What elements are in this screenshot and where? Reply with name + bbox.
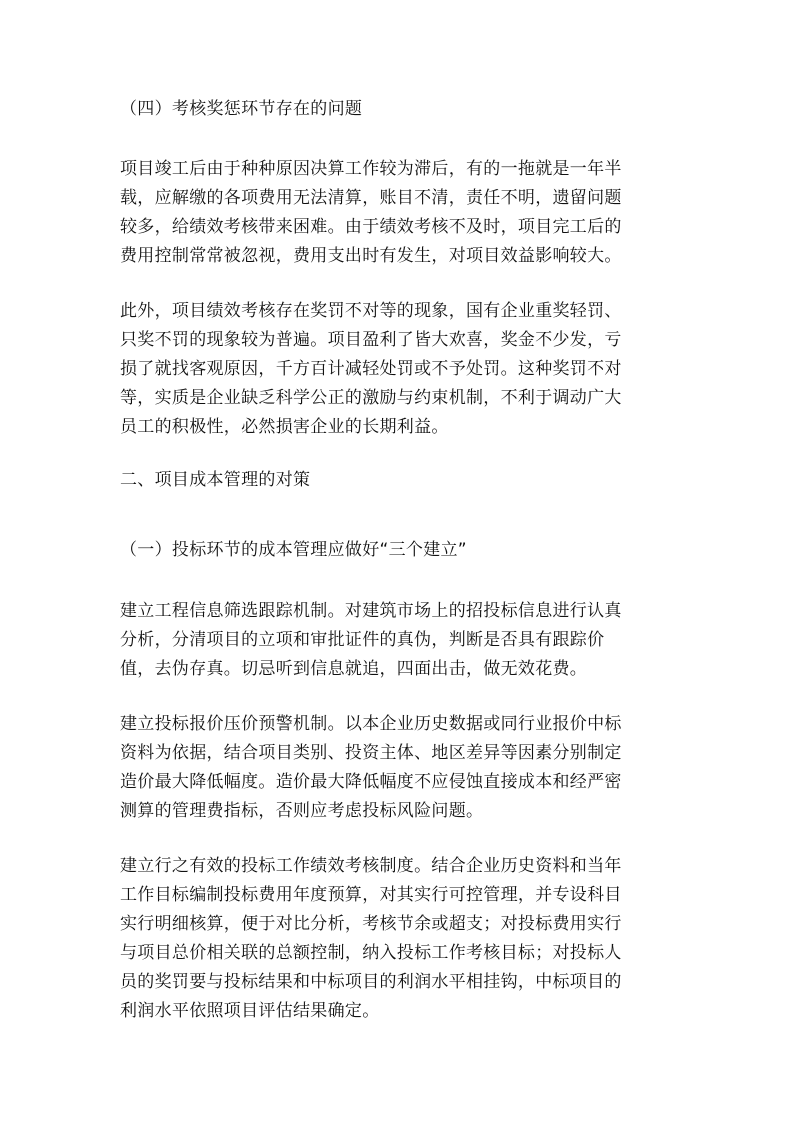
heading-text: （一）投标环节的成本管理应做好“三个建立” bbox=[120, 540, 467, 560]
paragraph-line: 建立投标报价压价预警机制。以本企业历史数据或同行业报价中标 bbox=[120, 714, 622, 734]
paragraph-line: 实行明细核算，便于对比分析，考核节余或超支；对投标费用实行 bbox=[120, 914, 622, 934]
paragraph-info-tracking bbox=[120, 597, 680, 684]
section-heading-countermeasures bbox=[120, 468, 680, 492]
paragraph-line: 工作目标编制投标费用年度预算，对其实行可控管理，并专设科目 bbox=[120, 885, 622, 905]
paragraph-line: 与项目总价相关联的总额控制，纳入投标工作考核目标；对投标人 bbox=[120, 943, 622, 963]
heading-text: 二、项目成本管理的对策 bbox=[120, 470, 311, 490]
subsection-heading-bidding bbox=[120, 538, 680, 562]
paragraph-line: 载，应解缴的各项费用无法清算，账目不清，责任不明，遗留问题 bbox=[120, 188, 622, 208]
paragraph-line: 造价最大降低幅度。造价最大降低幅度不应侵蚀直接成本和经严密 bbox=[120, 772, 622, 792]
paragraph-performance-assessment bbox=[120, 852, 680, 1026]
paragraph-settlement-delay bbox=[120, 155, 680, 271]
heading-text: （四）考核奖惩环节存在的问题 bbox=[120, 99, 363, 119]
paragraph-line: 等，实质是企业缺乏科学公正的激励与约束机制，不利于调动广大 bbox=[120, 388, 622, 408]
paragraph-line: 项目竣工后由于种种原因决算工作较为滞后，有的一拖就是一年半 bbox=[120, 159, 622, 179]
section-heading-assessment-issues bbox=[120, 97, 680, 121]
paragraph-line: 员的奖罚要与投标结果和中标项目的利润水平相挂钩，中标项目的 bbox=[120, 972, 622, 992]
paragraph-line: 费用控制常常被忽视，费用支出时有发生，对项目效益影响较大。 bbox=[120, 246, 622, 266]
paragraph-line: 损了就找客观原因，千方百计减轻处罚或不予处罚。这种奖罚不对 bbox=[120, 359, 622, 379]
paragraph-line: 建立行之有效的投标工作绩效考核制度。结合企业历史资料和当年 bbox=[120, 856, 622, 876]
paragraph-line: 较多，给绩效考核带来困难。由于绩效考核不及时，项目完工后的 bbox=[120, 217, 622, 237]
paragraph-line: 建立工程信息筛选跟踪机制。对建筑市场上的招投标信息进行认真 bbox=[120, 601, 622, 621]
paragraph-line: 分析，分清项目的立项和审批证件的真伪，判断是否具有跟踪价 bbox=[120, 630, 605, 650]
paragraph-line: 资料为依据，结合项目类别、投资主体、地区差异等因素分别制定 bbox=[120, 743, 622, 763]
paragraph-line: 只奖不罚的现象较为普遍。项目盈利了皆大欢喜，奖金不少发，亏 bbox=[120, 330, 622, 350]
paragraph-line: 测算的管理费指标，否则应考虑投标风险问题。 bbox=[120, 801, 484, 821]
paragraph-reward-punishment bbox=[120, 297, 680, 442]
paragraph-line: 此外，项目绩效考核存在奖罚不对等的现象，国有企业重奖轻罚、 bbox=[120, 301, 622, 321]
paragraph-line: 值，去伪存真。切忌听到信息就追，四面出击，做无效花费。 bbox=[120, 659, 588, 679]
paragraph-line: 员工的积极性，必然损害企业的长期利益。 bbox=[120, 417, 449, 437]
paragraph-price-warning bbox=[120, 710, 680, 826]
paragraph-line: 利润水平依照项目评估结果确定。 bbox=[120, 1001, 380, 1021]
